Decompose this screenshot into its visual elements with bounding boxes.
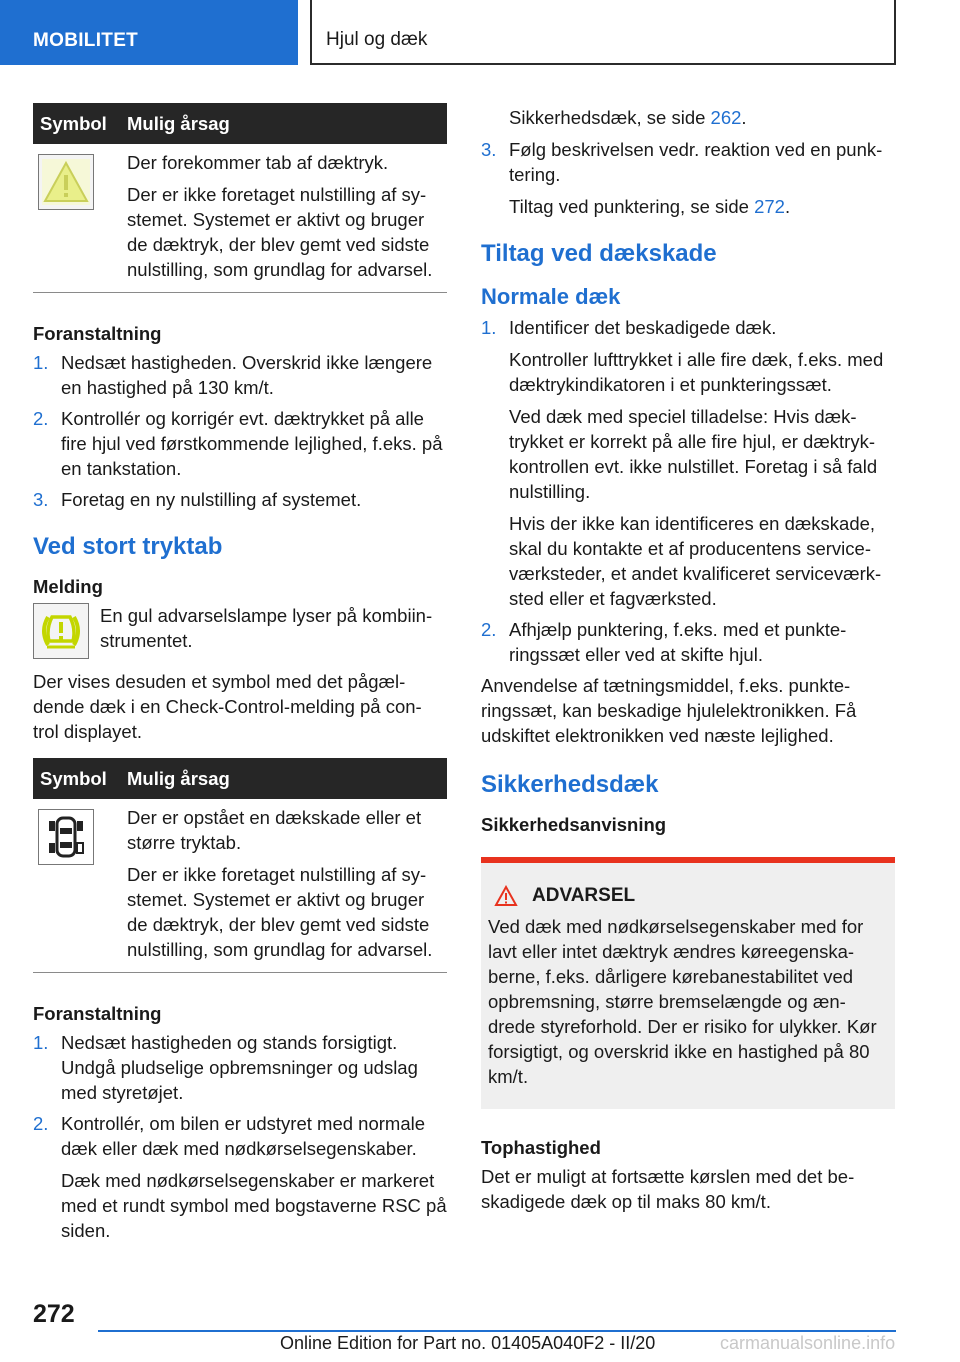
cause-text: Der forekommer tab af dæktryk. xyxy=(127,152,389,173)
col-symbol: Symbol xyxy=(40,768,107,789)
tire-pressure-warning-triangle-icon xyxy=(38,154,94,210)
list-item: 1. Nedsæt hastigheden. Overskrid ikke længere en hastighed på 130 km/t. xyxy=(33,352,433,398)
list-item: 2. Kontrollér, om bilen er udstyret med normale dæk eller dæk med nødkørselsegenskaber. Dæk med nødkørselsegenskaber er markeret med et rundt symbol med bogstaverne RSC på siden. xyxy=(33,1113,447,1241)
tire-pressure-warning-lamp-icon xyxy=(33,603,89,659)
watermark: carmanualsonline.info xyxy=(720,1333,896,1353)
footer-divider xyxy=(98,1330,896,1332)
table-header xyxy=(33,103,447,144)
melding-text: En gul advarselslampe lyser på kombiin-strumentet. xyxy=(100,605,433,651)
table-row xyxy=(33,144,447,293)
warning-title: ADVARSEL xyxy=(532,885,636,906)
col-symbol: Symbol xyxy=(40,113,107,134)
page-link[interactable]: 262 xyxy=(710,107,742,128)
page-number: 272 xyxy=(33,1300,75,1328)
measure-title: Foranstaltning xyxy=(33,1003,162,1024)
cause-text: Der er ikke foretaget nulstilling af sy-stemet. Systemet er aktivt og bruger de dæktryk, der blev gemt ved sidste nulstilling, som grundlag for advarsel. xyxy=(127,184,433,280)
cause-text: Der er ikke foretaget nulstilling af sy-stemet. Systemet er aktivt og bruger de dæktryk, der blev gemt ved sidste nulstilling, som grundlag for advarsel. xyxy=(127,864,433,960)
table-header xyxy=(33,758,447,799)
continued-steps xyxy=(481,137,895,219)
col-cause: Mulig årsag xyxy=(127,113,230,134)
subheading: Tophastighed xyxy=(481,1137,601,1158)
section-title: MOBILITET xyxy=(33,30,139,51)
list-item: 3. Foretag en ny nulstilling af systemet. xyxy=(33,489,362,510)
paragraph: Der vises desuden et symbol med det pågæl-dende dæk i en Check-Control-melding på con-trol displayet. xyxy=(33,671,422,742)
col-cause: Mulig årsag xyxy=(127,768,230,789)
chapter-title: Hjul og dæk xyxy=(326,29,428,50)
right-column xyxy=(481,103,895,1218)
continued-text: Sikkerhedsdæk, se side 262. xyxy=(509,107,747,128)
melding-title: Melding xyxy=(33,576,103,597)
subheading: Sikkerhedsanvisning xyxy=(481,814,667,835)
paragraph: Anvendelse af tætningsmiddel, f.eks. punkte-ringssæt, kan beskadige hjulelektronikken. Få udskiftet elektronikken ved næste lejlighed. xyxy=(481,675,857,746)
measure-title: Foranstaltning xyxy=(33,323,162,344)
measure-steps xyxy=(33,350,447,512)
page-link[interactable]: 272 xyxy=(754,196,785,217)
measure-steps xyxy=(33,1030,447,1243)
warning-text: Ved dæk med nødkørselsegenskaber med for lavt eller intet dæktryk ændres køreegenska-berne, f.eks. dårligere kørebanestabilitet ved opbremsning, større bremselængde og æn-drede styreforhold. Der er risiko for ulykker. Kør forsigtigt, og overskrid ikke en hastighed på 80 km/t. xyxy=(488,916,877,1087)
section-heading: Tiltag ved dækskade xyxy=(481,240,717,267)
melding-message xyxy=(33,603,447,659)
edition-text: Online Edition for Part no. 01405A040F2 - II/20 xyxy=(280,1333,656,1353)
section-tab xyxy=(0,0,298,65)
car-tire-damage-icon xyxy=(38,809,94,865)
paragraph: Det er muligt at fortsætte kørslen med det be-skadigede dæk op til maks 80 km/t. xyxy=(481,1166,855,1212)
warning-box xyxy=(481,857,895,1109)
table-row xyxy=(33,799,447,973)
list-item: 2. Afhjælp punktering, f.eks. med et punkte-ringssæt eller ved at skifte hjul. xyxy=(481,619,847,665)
section-heading: Sikkerhedsdæk xyxy=(481,771,659,798)
list-item: 2. Kontrollér og korrigér evt. dæktrykket på alle fire hjul ved førstkommende lejlighed, f.eks. på en tankstation. xyxy=(33,408,443,479)
warning-triangle-icon xyxy=(494,885,518,907)
section-heading: Ved stort tryktab xyxy=(33,533,223,560)
left-column xyxy=(33,103,447,1249)
list-item: 1. Identificer det beskadigede dæk. Kontroller lufttrykket i alle fire dæk, f.eks. med dæktrykindikatoren i et punkteringssæt. Ved dæk med speciel tilladelse: Hvis dæk-trykket er korrekt på alle fire hjul, er dæktryk-kontrollen evt. ikke nulstillet. Foretag i så fald nulstilling. Hvis der ikke kan identificeres en dækskade, skal du kontakte et af producentens service-værksteder, et andet kvalificeret serviceværk-sted eller et fagværksted. xyxy=(481,317,884,609)
chapter-tab xyxy=(310,0,896,65)
list-item: 3. Følg beskrivelsen vedr. reaktion ved en punk-tering. Tiltag ved punktering, se side 272. xyxy=(481,139,883,217)
subsection-heading: Normale dæk xyxy=(481,284,621,309)
list-item: 1. Nedsæt hastigheden og stands forsigtigt. Undgå pludselige opbremsninger og udslag med styretøjet. xyxy=(33,1032,418,1103)
normal-steps xyxy=(481,315,895,667)
cause-text: Der er opstået en dækskade eller et større tryktab. xyxy=(127,807,422,853)
